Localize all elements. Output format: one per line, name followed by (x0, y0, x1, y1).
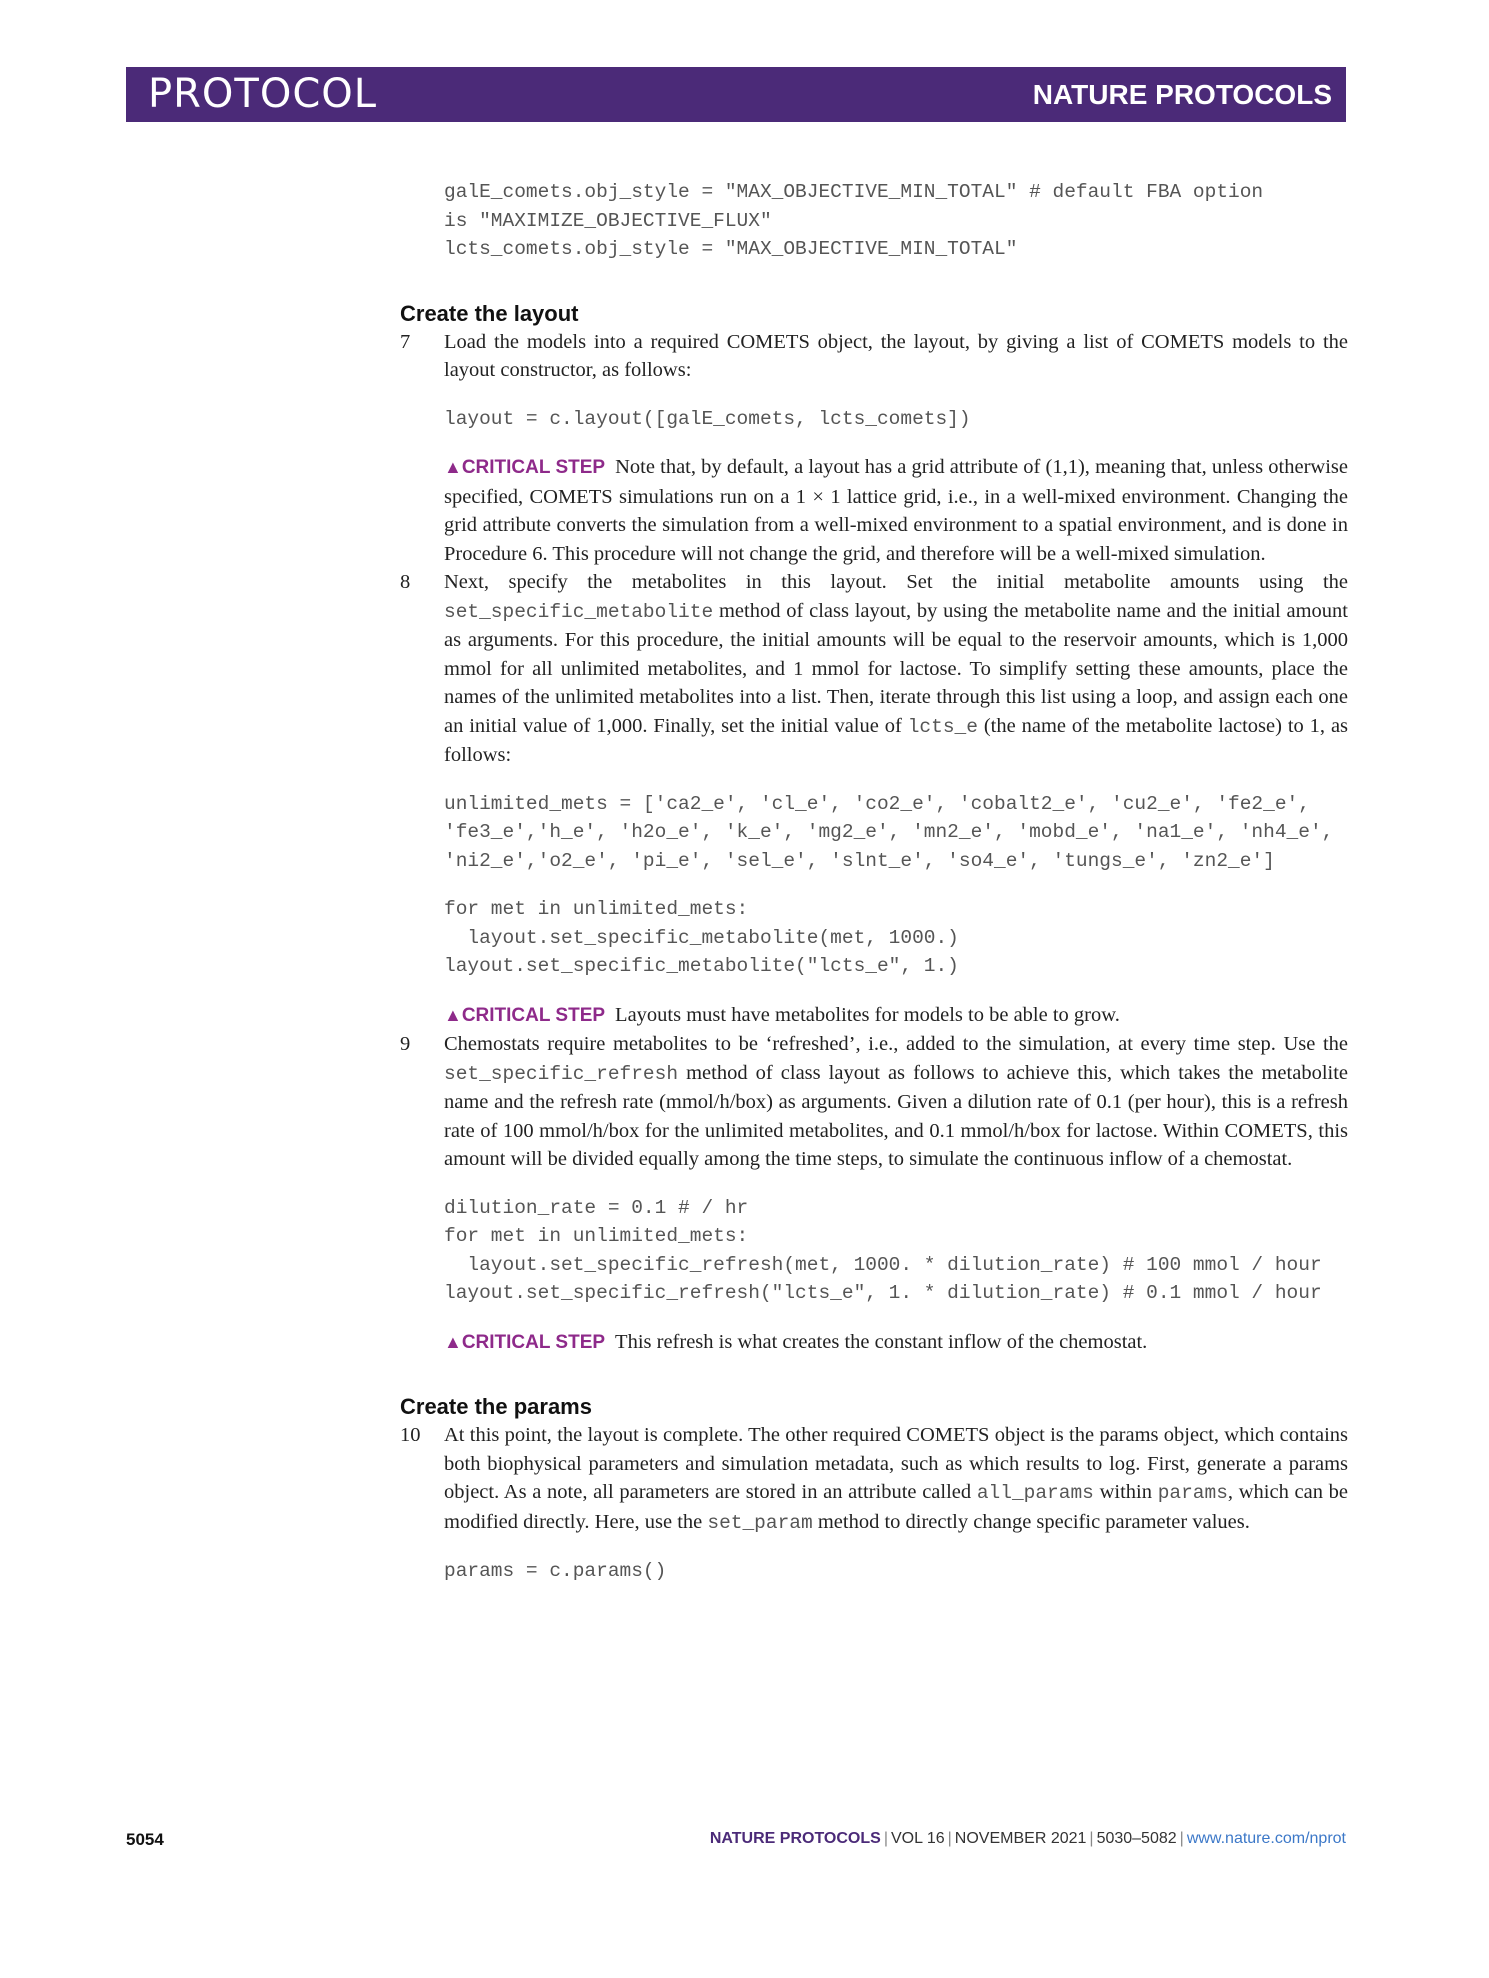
inline-code: set_specific_metabolite (444, 600, 714, 623)
inline-code: set_param (707, 1511, 813, 1534)
footer-url-link[interactable]: www.nature.com/nprot (1186, 1830, 1346, 1847)
step-number: 10 (400, 1424, 421, 1446)
code-line: is "MAXIMIZE_OBJECTIVE_FLUX" (444, 209, 772, 232)
text-run: method of class layout as follows to achieve this, which takes the metabolite name and the refresh rate (mmol/h/box) as arguments. Given a dilution rate of 0.1 (per hour), this is a refresh rate of 100 mmol/h/box for the unlimited metabolites, and 0.1 mmol/h/box for lactose. Within COMETS, this amount will be divided equally among the time steps, to simulate the continuous inflow of a chemostat. (444, 1061, 1349, 1170)
footer-citation (710, 1830, 1346, 1848)
code-line: 'fe3_e','h_e', 'h2o_e', 'k_e', 'mg2_e', 'mn2_e', 'mobd_e', 'na1_e', 'nh4_e', (444, 821, 1334, 843)
step-10 (400, 1421, 1348, 1537)
text-run: , which can be modified directly. Here, use the (444, 1481, 1349, 1533)
code-line: dilution_rate = 0.1 # / hr (444, 1196, 749, 1219)
code-line: layout.set_specific_refresh(met, 1000. * dilution_rate) # 100 mmol / hour (444, 1253, 1322, 1276)
code-line: lcts_comets.obj_style = "MAX_OBJECTIVE_MIN_TOTAL" (444, 238, 1018, 260)
critical-step-label: CRITICAL STEP (461, 1004, 606, 1026)
step-9 (400, 1030, 1348, 1174)
critical-step-note (444, 1001, 1348, 1031)
code-block-set-metabolite (444, 895, 1348, 981)
code-block-objective-style (444, 178, 1348, 264)
footer-pages: 5030–5082 (1096, 1830, 1177, 1847)
code-line: for met in unlimited_mets: (444, 898, 749, 920)
separator: | (1089, 1830, 1094, 1847)
step-number: 8 (400, 571, 411, 593)
footer-volume: VOL 16 (890, 1830, 945, 1847)
header-section-label: PROTOCOL (148, 71, 378, 117)
critical-step-text: Note that, by default, a layout has a grid attribute of (1,1), meaning that, unless otherwise specified, COMETS simulations run on a 1 × 1 lattice grid, i.e., in a well-mixed environment. Changing the grid attribute converts the simulation from a well-mixed environment to a spatial environment, and is done in Procedure 6. This procedure will not change the grid, and therefore will be a well-mixed simulation. (444, 456, 1349, 565)
step-7 (400, 328, 1348, 385)
footer-date: NOVEMBER 2021 (954, 1830, 1087, 1847)
code-block-layout: layout = c.layout([galE_comets, lcts_comets]) (444, 407, 971, 430)
step-number: 9 (400, 1033, 411, 1055)
step-text (444, 1030, 1348, 1174)
section-heading-layout: Create the layout (400, 300, 579, 326)
warning-triangle-icon: ▲ (444, 1331, 462, 1352)
critical-step-text: Layouts must have metabolites for models to be able to grow. (615, 1003, 1120, 1026)
separator: | (947, 1830, 952, 1847)
separator: | (1179, 1830, 1184, 1847)
text-run: Next, specify the metabolites in this layout. Set the initial metabolite amounts using the (444, 571, 1348, 593)
code-line: layout.set_specific_refresh("lcts_e", 1. * dilution_rate) # 0.1 mmol / hour (444, 1282, 1322, 1304)
text-run: method of class layout, by using the metabolite name and the initial amount as arguments. For this procedure, the initial amounts will be equal to the reservoir amounts, which is 1,000 mmol for all unlimited metabolites, and 1 mmol for lactose. To simplify setting these amounts, place the names of the unlimited metabolites into a list. Then, iterate through this list using a loop, and assign each one an initial value of 1,000. Finally, set the initial value of (444, 599, 1348, 737)
warning-triangle-icon: ▲ (444, 457, 462, 477)
page-number: 5054 (126, 1830, 164, 1849)
critical-step-note (444, 453, 1348, 568)
step-8 (400, 568, 1348, 770)
header-band (126, 67, 1346, 122)
inline-code: lcts_e (907, 715, 978, 738)
code-line: for met in unlimited_mets: (444, 1225, 749, 1247)
code-line: galE_comets.obj_style = "MAX_OBJECTIVE_MIN_TOTAL" # default FBA option (444, 181, 1264, 203)
code-block-params: params = c.params() (444, 1560, 667, 1582)
inline-code: params (1157, 1482, 1228, 1504)
text-run: Chemostats require metabolites to be ‘refreshed’, i.e., added to the simulation, at every time step. Use the (444, 1033, 1348, 1055)
main-content (400, 178, 1348, 1606)
critical-step-label: CRITICAL STEP (461, 1331, 606, 1353)
footer-journal: NATURE PROTOCOLS (709, 1830, 881, 1847)
section-heading-params: Create the params (400, 1394, 592, 1419)
text-run: (the name of the metabolite lactose) to 1, as follows: (444, 714, 1349, 766)
code-line: 'ni2_e','o2_e', 'pi_e', 'sel_e', 'slnt_e', 'so4_e', 'tungs_e', 'zn2_e'] (444, 849, 1275, 872)
critical-step-text: This refresh is what creates the constant inflow of the chemostat. (615, 1330, 1148, 1353)
code-block-unlimited-mets (444, 790, 1348, 876)
step-number: 7 (400, 330, 411, 353)
critical-step-label: CRITICAL STEP (461, 457, 606, 478)
separator: | (883, 1830, 888, 1847)
text-run: within (1099, 1481, 1152, 1503)
code-line: layout.set_specific_metabolite("lcts_e", 1.) (444, 955, 959, 977)
step-text (444, 568, 1348, 770)
text-run: At this point, the layout is complete. The other required COMETS object is the params object, which contains both biophysical parameters and simulation metadata, such as which results to log. First, generate a params object. As a note, all parameters are stored in an attribute called (444, 1424, 1348, 1503)
text-run: method to directly change specific parameter values. (817, 1510, 1250, 1533)
inline-code: all_params (976, 1482, 1094, 1504)
inline-code: set_specific_refresh (444, 1062, 679, 1085)
code-block-refresh (444, 1194, 1348, 1308)
critical-step-note (444, 1328, 1348, 1358)
step-text (444, 1421, 1348, 1537)
code-line: layout.set_specific_metabolite(met, 1000.) (444, 926, 959, 949)
warning-triangle-icon: ▲ (444, 1004, 462, 1025)
code-line: unlimited_mets = ['ca2_e', 'cl_e', 'co2_e', 'cobalt2_e', 'cu2_e', 'fe2_e', (444, 792, 1310, 815)
step-text: Load the models into a required COMETS object, the layout, by giving a list of COMETS models to the layout constructor, as follows: (444, 330, 1348, 381)
header-journal-name: NATURE PROTOCOLS (1032, 79, 1332, 110)
